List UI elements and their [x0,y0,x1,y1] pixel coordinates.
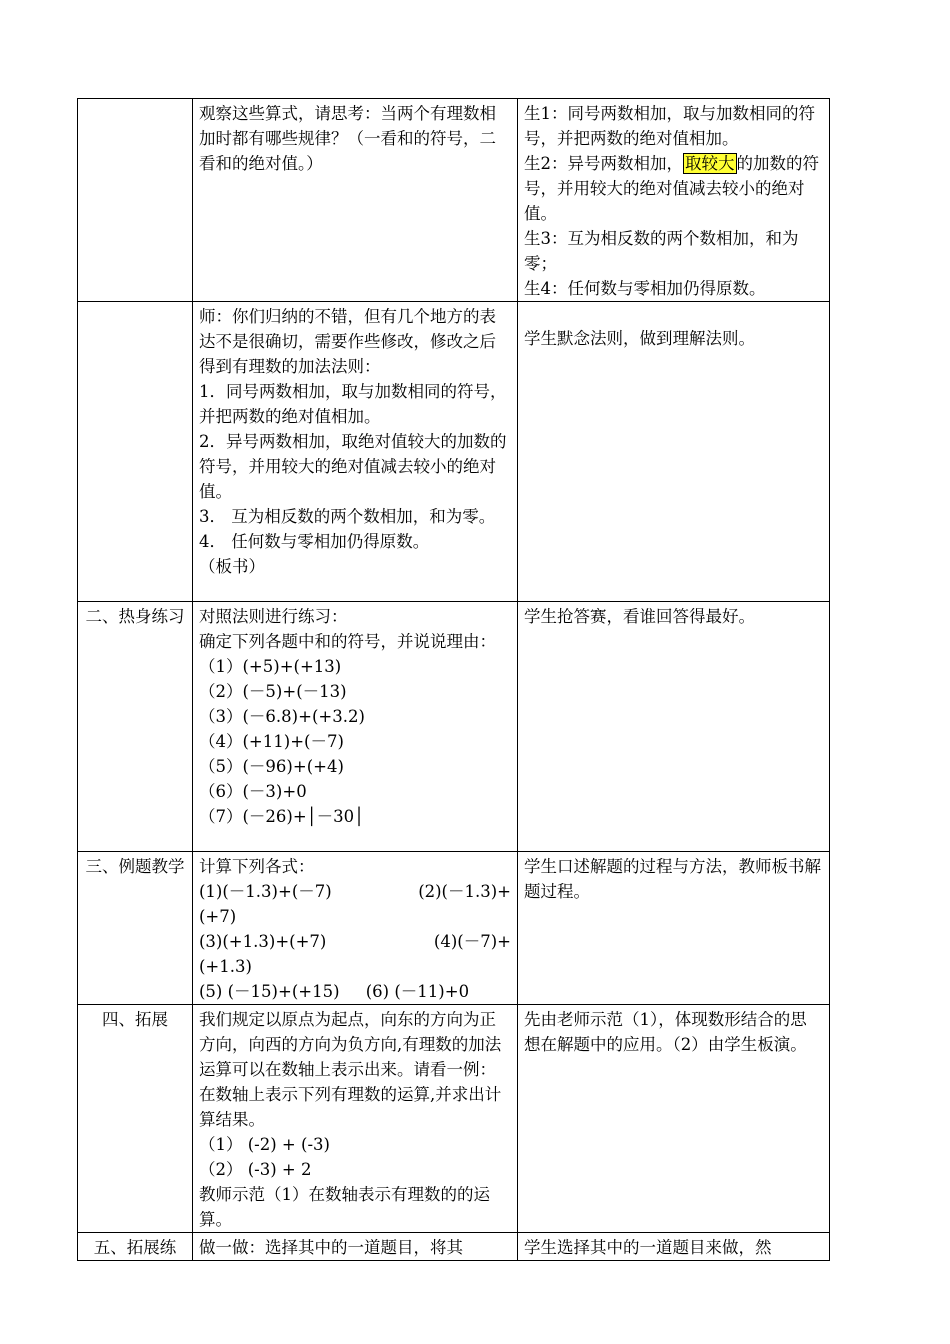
teacher-cell [193,99,518,302]
section-cell [78,99,193,302]
rule-4: 4． 任何数与零相加仍得原数。 [199,532,430,551]
table-row [78,1005,830,1233]
exercise-item: （6）(－3)+0 [199,782,307,801]
teacher-text: 做一做：选择其中的一道题目，将其 [199,1238,463,1257]
table-row [78,1233,830,1261]
student-cell [518,1233,830,1261]
student-text: 学生抢答赛，看谁回答得最好。 [524,607,755,626]
exercise-item: （4）(+11)+(－7) [199,732,344,751]
teacher-text: 对照法则进行练习： [199,607,348,626]
teacher-cell [193,1233,518,1261]
example-line: (+7) [199,907,237,926]
teacher-text: 观察这些算式，请思考：当两个有理数相加时都有哪些规律？（一看和的符号，二看和的绝对值。） [199,104,496,173]
table-row [78,602,830,852]
board-note: （板书） [199,557,265,576]
student-cell [518,1005,830,1233]
section-cell: 五、拓展练 [78,1233,193,1261]
student-cell [518,99,830,302]
exercise-item: （1）(+5)+(+13) [199,657,342,676]
rule-3: 3． 互为相反数的两个数相加，和为零。 [199,507,496,526]
exercise-item: （3）(－6.8)+(+3.2) [199,707,365,726]
student-cell [518,602,830,852]
exercise-item: （2） (-3) + 2 [199,1160,312,1179]
section-cell: 三、例题教学 [78,852,193,1005]
example-line: (5) (－15)+(+15) (6) (－11)+0 [199,982,470,1001]
exercise-item: （2）(－5)+(－13) [199,682,347,701]
teacher-cell [193,302,518,602]
table-row [78,99,830,302]
exercise-item: （5）(－96)+(+4) [199,757,344,776]
exercise-item: （7）(－26)+│－30│ [199,807,365,826]
teacher-text: 教师示范（1）在数轴表示有理数的的运算。 [199,1185,490,1229]
teacher-cell [193,852,518,1005]
teacher-text: 我们规定以原点为起点，向东的方向为正方向，向西的方向为负方向,有理数的加法运算可以在数轴上表示出来。请看一例：在数轴上表示下列有理数的运算,并求出计算结果。 [199,1010,502,1129]
rule-1: 1．同号两数相加，取与加数相同的符号，并把两数的绝对值相加。 [199,382,507,426]
student-cell [518,852,830,1005]
lesson-plan-table [77,98,830,1261]
student-text: 学生默念法则，做到理解法则。 [524,329,755,348]
student-text: 先由老师示范（1），体现数形结合的思想在解题中的应用。（2）由学生板演。 [524,1010,807,1054]
student-text: 学生口述解题的过程与方法，教师板书解题过程。 [524,857,821,901]
rule-2: 2．异号两数相加，取绝对值较大的加数的符号，并用较大的绝对值减去较小的绝对值。 [199,432,507,501]
teacher-text: 确定下列各题中和的符号，并说说理由： [199,632,496,651]
teacher-text: 计算下列各式： [199,857,315,876]
student-answer-1: 生1：同号两数相加，取与加数相同的符号，并把两数的绝对值相加。 [524,104,815,148]
example-line: (3)(+1.3)+(+7) (4)(－7)+ [199,932,511,951]
student-answer-3: 生3：互为相反数的两个数相加，和为零； [524,229,799,273]
student-answer-4: 生4：任何数与零相加仍得原数。 [524,279,766,298]
table-row [78,302,830,602]
teacher-text: 师：你们归纳的不错，但有几个地方的表达不是很确切，需要作些修改，修改之后得到有理数的加法法则： [199,307,496,376]
section-cell: 二、热身练习 [78,602,193,852]
teacher-cell [193,602,518,852]
example-line: (1)(－1.3)+(－7) (2)(－1.3)+ [199,882,511,901]
student-answer-2: 生2：异号两数相加， 取较大 的加数的符号，并用较大的绝对值减去较小的绝对值。 [524,154,819,223]
section-cell: 四、拓展 [78,1005,193,1233]
exercise-item: （1） (-2) + (-3) [199,1135,330,1154]
section-cell [78,302,193,602]
student-text: 学生选择其中的一道题目来做，然 [524,1238,772,1257]
student-cell [518,302,830,602]
highlighted-text: 取较大 [685,154,735,173]
example-line: (+1.3) [199,957,252,976]
table-row [78,852,830,1005]
teacher-cell [193,1005,518,1233]
